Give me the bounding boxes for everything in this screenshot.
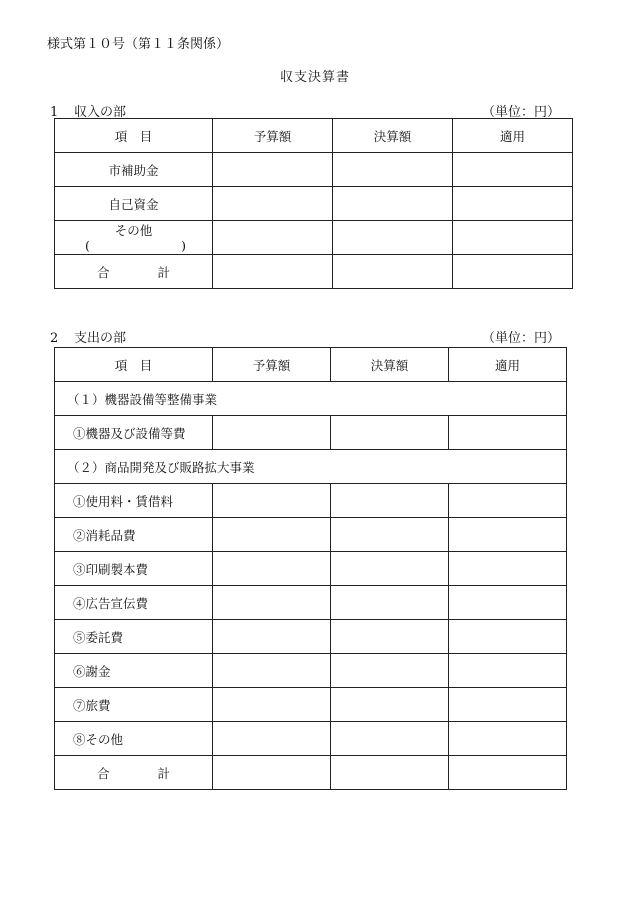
expense-budget-cell[interactable]	[213, 484, 331, 518]
expense-remarks-cell[interactable]	[449, 484, 567, 518]
income-unit: （単位：円）	[481, 105, 560, 120]
income-other-label: その他	[114, 222, 153, 238]
expense-settlement-cell[interactable]	[331, 722, 449, 756]
expense-table	[54, 347, 567, 790]
income-other-parentheses[interactable]	[55, 238, 212, 253]
expense-category-row	[55, 450, 567, 484]
expense-settlement-cell[interactable]	[331, 518, 449, 552]
expense-settlement-cell[interactable]	[331, 654, 449, 688]
expense-budget-cell[interactable]	[213, 518, 331, 552]
expense-total-budget-cell[interactable]	[213, 756, 331, 790]
income-settlement-cell[interactable]	[333, 187, 453, 221]
income-section-title: 収入の部	[74, 105, 127, 120]
expense-total-label	[55, 756, 213, 790]
expense-item-label: ②消耗品費	[55, 518, 213, 552]
table-row	[55, 153, 573, 187]
expense-total-row	[55, 756, 567, 790]
expense-item-label: ①機器及び設備等費	[55, 416, 213, 450]
expense-section-number: 2	[50, 331, 59, 346]
income-budget-cell[interactable]	[213, 187, 333, 221]
expense-budget-cell[interactable]	[213, 586, 331, 620]
income-budget-cell[interactable]	[213, 221, 333, 255]
expense-header-remarks: 適用	[449, 348, 567, 382]
expense-item-label: ⑥謝金	[55, 654, 213, 688]
expense-item-label: ⑤委託費	[55, 620, 213, 654]
income-section-number: 1	[50, 105, 59, 120]
expense-header-item: 項 目	[55, 348, 213, 382]
income-settlement-cell[interactable]	[333, 153, 453, 187]
document-title: 収支決算書	[279, 70, 350, 85]
form-number: 様式第１０号（第１１条関係）	[47, 37, 230, 52]
table-row	[55, 688, 567, 722]
income-row-label: 市補助金	[55, 153, 213, 187]
total-char-b: 計	[157, 264, 171, 280]
expense-total-remarks-cell[interactable]	[449, 756, 567, 790]
expense-settlement-cell[interactable]	[331, 484, 449, 518]
table-row	[55, 552, 567, 586]
expense-budget-cell[interactable]	[213, 722, 331, 756]
paren-open: (	[85, 237, 90, 253]
paren-close: )	[181, 237, 186, 253]
expense-budget-cell[interactable]	[213, 416, 331, 450]
income-header-remarks: 適用	[453, 119, 573, 153]
expense-remarks-cell[interactable]	[449, 518, 567, 552]
expense-category-2: （２）商品開発及び販路拡大事業	[55, 450, 567, 484]
income-remarks-cell[interactable]	[453, 187, 573, 221]
table-row	[55, 484, 567, 518]
income-header-budget: 予算額	[213, 119, 333, 153]
income-total-budget-cell[interactable]	[213, 255, 333, 289]
income-budget-cell[interactable]	[213, 153, 333, 187]
income-total-label	[55, 255, 213, 289]
table-row	[55, 518, 567, 552]
expense-budget-cell[interactable]	[213, 688, 331, 722]
expense-item-label: ⑧その他	[55, 722, 213, 756]
table-row	[55, 654, 567, 688]
expense-budget-cell[interactable]	[213, 552, 331, 586]
expense-remarks-cell[interactable]	[449, 654, 567, 688]
expense-section-title: 支出の部	[74, 331, 127, 346]
expense-unit: （単位：円）	[481, 331, 560, 346]
income-header-row	[55, 119, 573, 153]
expense-total-settlement-cell[interactable]	[331, 756, 449, 790]
expense-remarks-cell[interactable]	[449, 416, 567, 450]
income-other-cell	[55, 221, 213, 255]
income-total-remarks-cell[interactable]	[453, 255, 573, 289]
expense-settlement-cell[interactable]	[331, 620, 449, 654]
expense-remarks-cell[interactable]	[449, 722, 567, 756]
expense-remarks-cell[interactable]	[449, 552, 567, 586]
expense-budget-cell[interactable]	[213, 620, 331, 654]
income-header-settlement: 決算額	[333, 119, 453, 153]
expense-category-1: （１）機器設備等整備事業	[55, 382, 567, 416]
expense-category-row	[55, 382, 567, 416]
total-char-a: 合	[96, 264, 110, 280]
income-row-label: 自己資金	[55, 187, 213, 221]
income-remarks-cell[interactable]	[453, 153, 573, 187]
expense-settlement-cell[interactable]	[331, 416, 449, 450]
table-row	[55, 221, 573, 255]
total-char-b: 計	[157, 765, 171, 781]
income-table	[54, 118, 573, 289]
expense-remarks-cell[interactable]	[449, 620, 567, 654]
income-total-settlement-cell[interactable]	[333, 255, 453, 289]
income-settlement-cell[interactable]	[333, 221, 453, 255]
expense-item-label: ①使用料・賃借料	[55, 484, 213, 518]
expense-header-row	[55, 348, 567, 382]
total-char-a: 合	[96, 765, 110, 781]
income-remarks-cell[interactable]	[453, 221, 573, 255]
table-row	[55, 187, 573, 221]
table-row	[55, 620, 567, 654]
expense-remarks-cell[interactable]	[449, 586, 567, 620]
expense-item-label: ④広告宣伝費	[55, 586, 213, 620]
table-row	[55, 722, 567, 756]
expense-budget-cell[interactable]	[213, 654, 331, 688]
table-row	[55, 586, 567, 620]
expense-settlement-cell[interactable]	[331, 552, 449, 586]
expense-header-settlement: 決算額	[331, 348, 449, 382]
income-header-item: 項 目	[55, 119, 213, 153]
income-total-row	[55, 255, 573, 289]
expense-remarks-cell[interactable]	[449, 688, 567, 722]
expense-item-label: ⑦旅費	[55, 688, 213, 722]
expense-settlement-cell[interactable]	[331, 688, 449, 722]
table-row	[55, 416, 567, 450]
expense-settlement-cell[interactable]	[331, 586, 449, 620]
expense-item-label: ③印刷製本費	[55, 552, 213, 586]
expense-header-budget: 予算額	[213, 348, 331, 382]
